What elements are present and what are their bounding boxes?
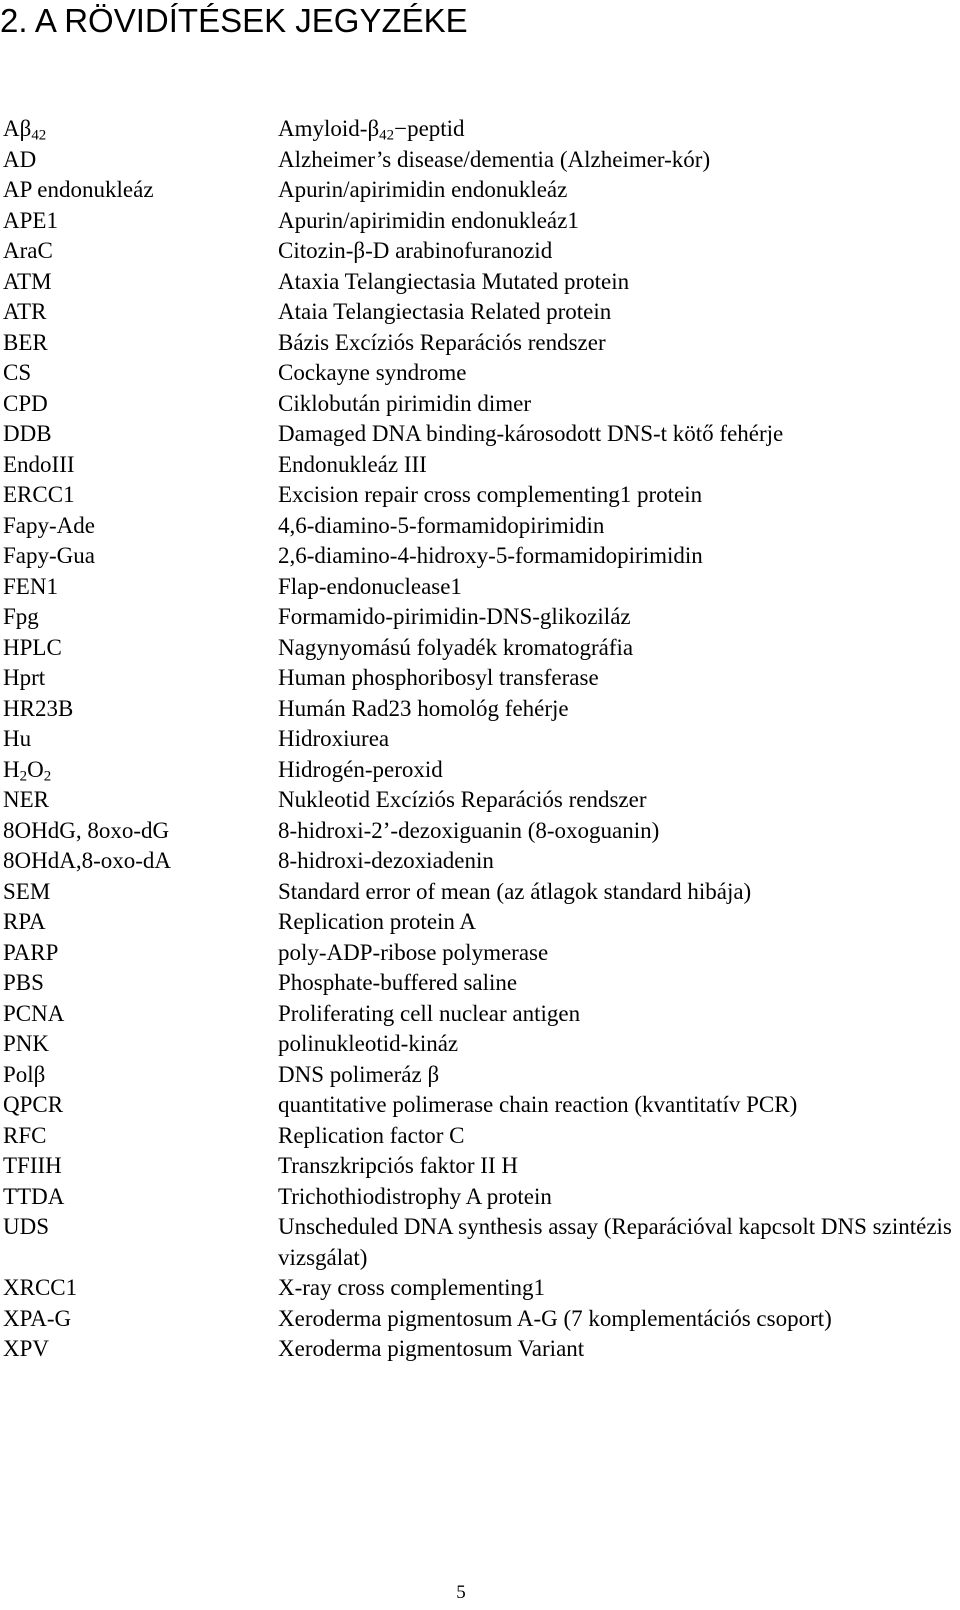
abbreviation-term-text: BER (3, 329, 48, 355)
abbreviation-definition (278, 236, 958, 267)
abbreviation-row (3, 1212, 953, 1273)
abbreviation-row (3, 846, 953, 877)
abbreviation-term (3, 1334, 49, 1365)
abbreviation-definition (278, 1334, 958, 1365)
abbreviation-definition-text: Formamido-pirimidin-DNS-glikoziláz (278, 604, 631, 629)
abbreviation-term (3, 968, 44, 999)
term-subscript: 42 (31, 127, 47, 144)
abbreviation-row (3, 175, 953, 206)
abbreviation-term-text: Hu (3, 726, 32, 751)
abbreviation-term-text: ATM (3, 268, 52, 294)
abbreviation-term (3, 206, 58, 237)
abbreviation-term-text: Aβ (3, 116, 32, 141)
abbreviation-row (3, 663, 953, 694)
abbreviation-term (3, 572, 58, 603)
abbreviation-definition (278, 145, 958, 176)
abbreviation-definition-text: Xeroderma pigmentosum Variant (278, 1336, 585, 1361)
abbreviation-definition-text: Flap-endonuclease1 (278, 573, 462, 599)
abbreviation-term (3, 1029, 49, 1060)
abbreviation-row (3, 1060, 953, 1091)
abbreviation-definition-text: Replication protein A (278, 909, 477, 934)
abbreviation-row (3, 358, 953, 389)
abbreviation-row (3, 206, 953, 237)
abbreviation-row (3, 968, 953, 999)
abbreviation-term (3, 145, 36, 176)
abbreviation-term-text: EndoIII (3, 451, 75, 477)
abbreviation-term-text: ATR (3, 299, 47, 324)
abbreviation-row (3, 1304, 953, 1335)
abbreviation-definition (278, 175, 958, 206)
abbreviation-term-text: UDS (3, 1214, 50, 1239)
abbreviation-definition-text: −peptid (394, 116, 465, 141)
abbreviation-definition (278, 328, 958, 359)
abbreviation-term (3, 694, 73, 725)
abbreviation-term (3, 1121, 46, 1152)
abbreviation-definition (278, 816, 958, 847)
abbreviation-definition-text: Citozin-β-D arabinofuranozid (278, 238, 553, 263)
abbreviation-term (3, 267, 52, 298)
abbreviation-term (3, 816, 169, 847)
abbreviation-row (3, 389, 953, 420)
abbreviation-term (3, 1151, 62, 1182)
abbreviation-term (3, 755, 51, 786)
abbreviation-term (3, 328, 48, 359)
abbreviation-term (3, 999, 64, 1030)
abbreviation-definition-text: Phosphate-buffered saline (278, 970, 518, 995)
abbreviation-definition-text: Damaged DNA binding-károsodott DNS-t kötő fehérje (278, 421, 784, 446)
abbreviation-definition (278, 480, 958, 511)
abbreviation-term (3, 1304, 71, 1335)
abbreviation-definition (278, 846, 958, 877)
abbreviation-definition (278, 1029, 958, 1060)
abbreviation-term-text: Polβ (3, 1061, 46, 1087)
abbreviation-definition (278, 602, 958, 633)
abbreviation-term-text: TFIIH (3, 1153, 62, 1178)
abbreviation-term-text: AD (3, 146, 37, 172)
abbreviation-term (3, 1182, 64, 1213)
abbreviation-definition-text: Nukleotid Excíziós Reparációs rendszer (278, 787, 647, 812)
abbreviation-definition (278, 206, 958, 237)
abbreviation-term (3, 1060, 45, 1091)
abbreviation-term (3, 450, 75, 481)
abbreviation-term-text: HR23B (3, 695, 74, 721)
abbreviation-row (3, 724, 953, 755)
abbreviation-definition (278, 1212, 958, 1273)
abbreviation-definition (278, 938, 958, 969)
abbreviation-definition-text: Ciklobután pirimidin dimer (278, 390, 531, 416)
abbreviation-term (3, 1090, 63, 1121)
abbreviation-definition (278, 724, 958, 755)
abbreviation-definition-text: DNS polimeráz β (278, 1061, 440, 1087)
abbreviation-definition-text: Unscheduled DNA synthesis assay (Reparációval kapcsolt DNS szintézis vizsgálat) (278, 1214, 952, 1270)
abbreviation-definition-text: Ataxia Telangiectasia Mutated protein (278, 268, 630, 294)
abbreviation-row (3, 1182, 953, 1213)
abbreviation-definition (278, 968, 958, 999)
abbreviation-definition-text: Apurin/apirimidin endonukleáz1 (278, 207, 579, 233)
abbreviation-term-text: TTDA (3, 1183, 65, 1209)
abbreviation-row (3, 907, 953, 938)
abbreviation-term-text: Fapy-Gua (3, 543, 95, 568)
term-subscript: 2 (43, 768, 52, 785)
abbreviation-definition-text: 2,6-diamino-4-hidroxy-5-formamidopirimidin (278, 543, 703, 568)
abbreviation-definition-text: Replication factor C (278, 1122, 465, 1148)
abbreviation-definition-text: Endonukleáz III (278, 451, 427, 477)
abbreviation-term (3, 389, 48, 420)
abbreviation-term-text: RPA (3, 909, 46, 934)
abbreviation-term-text: O (27, 756, 44, 782)
abbreviation-definition-text: Excision repair cross complementing1 protein (278, 482, 703, 507)
abbreviation-definition (278, 450, 958, 481)
abbreviation-row (3, 1334, 953, 1365)
abbreviation-term-text: QPCR (3, 1092, 64, 1117)
abbreviation-definition (278, 358, 958, 389)
abbreviation-definition (278, 755, 958, 786)
abbreviation-definition-text: Amyloid-β (278, 116, 380, 141)
abbreviation-row (3, 480, 953, 511)
abbreviation-row (3, 1121, 953, 1152)
abbreviation-definition (278, 541, 958, 572)
abbreviation-definition-text: Human phosphoribosyl transferase (278, 665, 599, 690)
abbreviation-definition (278, 877, 958, 908)
abbreviation-term-text: APE1 (3, 207, 58, 233)
abbreviation-term (3, 1273, 77, 1304)
abbreviation-definition (278, 1121, 958, 1152)
abbreviation-definition-text: Xeroderma pigmentosum A-G (7 komplementációs csoport) (278, 1305, 832, 1331)
abbreviation-definition (278, 999, 958, 1030)
abbreviation-row (3, 694, 953, 725)
abbreviation-definition-text: Bázis Excíziós Reparációs rendszer (278, 329, 606, 355)
abbreviation-definition (278, 1151, 958, 1182)
abbreviation-row (3, 1029, 953, 1060)
abbreviation-row (3, 877, 953, 908)
abbreviation-row (3, 602, 953, 633)
abbreviation-term-text: PARP (3, 939, 59, 965)
abbreviation-term-text: PBS (3, 970, 44, 995)
abbreviation-term-text: XRCC1 (3, 1275, 78, 1300)
abbreviation-row (3, 1273, 953, 1304)
abbreviation-term-text: CS (3, 360, 32, 385)
abbreviation-term (3, 114, 46, 145)
abbreviation-row (3, 328, 953, 359)
abbreviation-definition (278, 572, 958, 603)
abbreviation-term (3, 511, 95, 542)
abbreviation-term-text: 8OHdG, 8oxo-dG (3, 817, 170, 843)
abbreviation-row (3, 572, 953, 603)
abbreviation-term (3, 297, 46, 328)
abbreviation-definition (278, 663, 958, 694)
abbreviation-row (3, 785, 953, 816)
abbreviation-term-text: FEN1 (3, 573, 58, 599)
abbreviation-term (3, 480, 75, 511)
abbreviation-term (3, 236, 53, 267)
abbreviation-term-text: NER (3, 787, 49, 812)
abbreviation-row (3, 633, 953, 664)
abbreviation-definition-text: Standard error of mean (az átlagok standard hibája) (278, 878, 752, 904)
abbreviation-row (3, 1151, 953, 1182)
abbreviation-term (3, 633, 62, 664)
abbreviation-definition-text: X-ray cross complementing1 (278, 1275, 545, 1300)
abbreviation-row (3, 755, 953, 786)
abbreviation-definition (278, 1090, 958, 1121)
page-number: 5 (456, 1582, 466, 1603)
abbreviation-definition (278, 1304, 958, 1335)
abbreviation-row (3, 1090, 953, 1121)
abbreviation-definition-text: Ataia Telangiectasia Related protein (278, 299, 612, 324)
abbreviation-definition (278, 694, 958, 725)
abbreviation-definition-text: Alzheimer’s disease/dementia (Alzheimer-kór) (278, 146, 711, 172)
abbreviation-term-text: 8OHdA,8-oxo-dA (3, 848, 172, 873)
definition-subscript: 42 (379, 127, 395, 144)
abbreviation-definition (278, 389, 958, 420)
abbreviation-term (3, 846, 171, 877)
abbreviation-definition-text: Apurin/apirimidin endonukleáz (278, 177, 568, 202)
abbreviation-definition (278, 1182, 958, 1213)
abbreviation-definition (278, 419, 958, 450)
abbreviation-definition-text: Hidrogén-peroxid (278, 756, 443, 782)
abbreviation-term (3, 877, 50, 908)
abbreviation-list (3, 114, 953, 1365)
abbreviation-row (3, 816, 953, 847)
abbreviation-row (3, 236, 953, 267)
abbreviation-definition (278, 633, 958, 664)
abbreviation-term (3, 938, 58, 969)
abbreviation-definition-text: 8-hidroxi-dezoxiadenin (278, 848, 494, 873)
abbreviation-term (3, 785, 49, 816)
abbreviation-term-text: AraC (3, 238, 53, 263)
abbreviation-definition-text: Humán Rad23 homológ fehérje (278, 695, 569, 721)
abbreviation-term-text: XPA-G (3, 1305, 72, 1331)
abbreviation-term (3, 175, 154, 206)
abbreviation-definition (278, 1273, 958, 1304)
abbreviation-term (3, 419, 52, 450)
abbreviation-definition-text: Transzkripciós faktor II H (278, 1153, 518, 1178)
abbreviation-term-text: AP endonukleáz (3, 177, 154, 202)
abbreviation-row (3, 145, 953, 176)
abbreviation-term-text: ERCC1 (3, 482, 75, 507)
abbreviation-term (3, 907, 46, 938)
abbreviation-term-text: PCNA (3, 1000, 65, 1026)
abbreviation-definition (278, 1060, 958, 1091)
term-subscript: 2 (19, 768, 28, 785)
abbreviation-definition-text: Hidroxiurea (278, 726, 390, 751)
abbreviation-term (3, 724, 31, 755)
abbreviation-row (3, 419, 953, 450)
abbreviation-term-text: RFC (3, 1122, 47, 1148)
abbreviation-term-text: H (3, 756, 20, 782)
abbreviation-row (3, 511, 953, 542)
abbreviation-definition-text: 8-hidroxi-2’-dezoxiguanin (8-oxoguanin) (278, 817, 660, 843)
abbreviation-row (3, 450, 953, 481)
abbreviation-row (3, 541, 953, 572)
abbreviation-term-text: PNK (3, 1031, 50, 1056)
abbreviation-term-text: Fapy-Ade (3, 512, 95, 538)
abbreviation-definition-text: Nagynyomású folyadék kromatográfia (278, 634, 634, 660)
abbreviation-definition-text: polinukleotid-kináz (278, 1031, 459, 1056)
abbreviation-definition-text: quantitative polimerase chain reaction (kvantitatív PCR) (278, 1092, 798, 1117)
abbreviation-definition (278, 114, 958, 145)
abbreviation-definition (278, 511, 958, 542)
abbreviation-term-text: DDB (3, 421, 52, 446)
abbreviation-definition (278, 267, 958, 298)
abbreviation-row (3, 297, 953, 328)
abbreviation-row (3, 267, 953, 298)
abbreviation-definition (278, 785, 958, 816)
abbreviation-definition-text: poly-ADP-ribose polymerase (278, 939, 549, 965)
abbreviation-term (3, 1212, 49, 1243)
abbreviation-row (3, 114, 953, 145)
abbreviation-term-text: Fpg (3, 604, 39, 629)
abbreviation-term (3, 602, 39, 633)
abbreviation-definition-text: Proliferating cell nuclear antigen (278, 1000, 581, 1026)
abbreviation-term (3, 358, 31, 389)
abbreviation-term (3, 541, 95, 572)
page-title: 2. A RÖVIDÍTÉSEK JEGYZÉKE (0, 2, 468, 39)
abbreviation-row (3, 938, 953, 969)
abbreviation-definition-text: Trichothiodistrophy A protein (278, 1183, 552, 1209)
abbreviation-term (3, 663, 45, 694)
abbreviation-row (3, 999, 953, 1030)
abbreviation-term-text: Hprt (3, 665, 46, 690)
abbreviation-definition-text: 4,6-diamino-5-formamidopirimidin (278, 512, 605, 538)
abbreviation-definition-text: Cockayne syndrome (278, 360, 467, 385)
abbreviation-definition (278, 907, 958, 938)
abbreviation-term-text: XPV (3, 1336, 50, 1361)
abbreviation-definition (278, 297, 958, 328)
abbreviation-term-text: CPD (3, 390, 48, 416)
abbreviation-term-text: HPLC (3, 634, 62, 660)
abbreviation-term-text: SEM (3, 878, 51, 904)
